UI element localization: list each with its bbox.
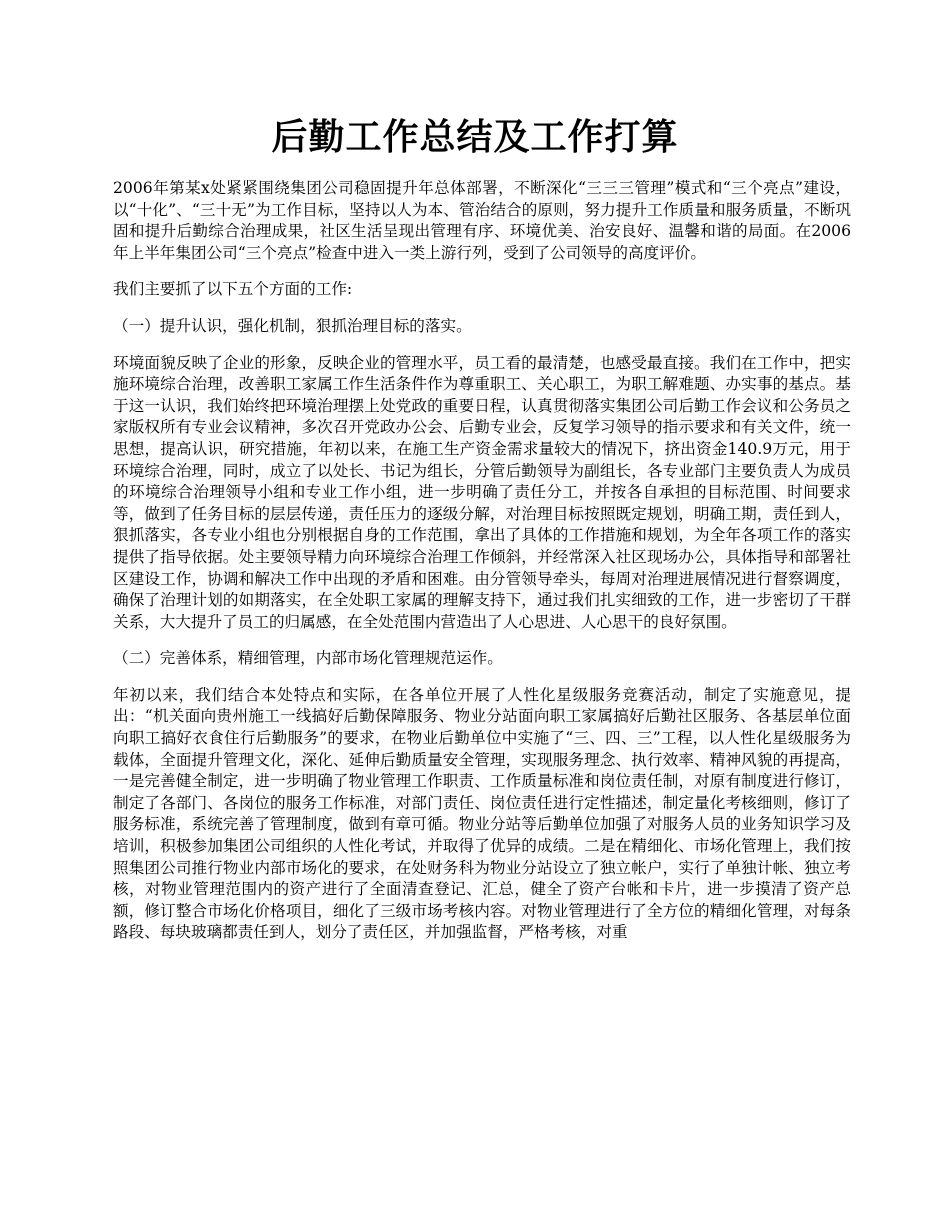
section-heading-1: （一）提升认识，强化机制，狠抓治理目标的落实。 xyxy=(113,316,472,335)
section-1-paragraph: 环境面貌反映了企业的形象，反映企业的管理水平，员工看的最清楚，也感受最直接。我们在工作中，把实施环境综合治理，改善职工家属工作生活条件作为尊重职工、关心职工，为职工解难题、办实事的基点。基于这一认识，我们始终把环境治理摆上处党政的重要日程，认真贯彻落实集团公司后勤工作会议和公务员之家版权所有专业会议精神，多次召开党政办公会、后勤专业会，反复学习领导的指示要求和有关文件，统一思想，提高认识，研究措施，年初以来，在施工生产资金需求量较大的情况下，挤出资金140.9万元，用于环境综合治理，同时，成立了以处长、书记为组长，分管后勤领导为副组长，各专业部门主要负责人为成员的环境综合治理领导小组和专业工作小组，进一步明确了责任分工，并按各自承担的目标范围、时间要求等，做到了任务目标的层层传递，责任压力的逐级分解，对治理目标按照既定规划，明确工期，责任到人，狠抓落实，各专业小组也分别根据自身的工作范围，拿出了具体的工作措施和规划，为全年各项工作的落实提供了指导依据。处主要领导精力向环境综合治理工作倾斜，并经常深入社区现场办公，具体指导和部署社区建设工作，协调和解决工作中出现的矛盾和困难。由分管领导牵头，每周对治理进展情况进行督察调度，确保了治理计划的如期落实，在全处职工家属的理解支持下，通过我们扎实细致的工作，进一步密切了干群关系，大大提升了员工的归属感，在全处范围内营造出了人心思进、人心思干的良好氛围。 xyxy=(113,353,851,631)
section-2-paragraph: 年初以来，我们结合本处特点和实际，在各单位开展了人性化星级服务竞赛活动，制定了实施意见，提出：“机关面向贵州施工一线搞好后勤保障服务、物业分站面向职工家属搞好后勤社区服务、各基层单位面向职工搞好衣食住行后勤服务”的要求，在物业后勤单位中实施了“三、四、三”工程，以人性化星级服务为载体，全面提升管理文化，深化、延伸后勤质量安全管理，实现服务理念、执行效率、精神风貌的再提高，一是完善健全制定，进一步明确了物业管理工作职责、工作质量标准和岗位责任制，对原有制度进行修订，制定了各部门、各岗位的服务工作标准，对部门责任、岗位责任进行定性描述，制定量化考核细则，修订了服务标准，系统完善了管理制度，做到有章可循。物业分站等后勤单位加强了对服务人员的业务知识学习及培训，积极参加集团公司组织的人性化考试，并取得了优异的成绩。二是在精细化、市场化管理上，我们按照集团公司推行物业内部市场化的要求，在处财务科为物业分站设立了独立帐户，实行了单独计帐、独立考核，对物业管理范围内的资产进行了全面清查登记、汇总，健全了资产台帐和卡片，进一步摸清了资产总额，修订整合市场化价格项目，细化了三级市场考核内容。对物业管理进行了全方位的精细化管理，对每条路段、每块玻璃都责任到人，划分了责任区，并加强监督，严格考核，对重 xyxy=(113,685,851,942)
document-body xyxy=(113,178,851,959)
section-heading-2: （二）完善体系，精细管理，内部市场化管理规范运作。 xyxy=(113,649,503,668)
summary-lead-paragraph: 我们主要抓了以下五个方面的工作: xyxy=(113,280,353,299)
intro-paragraph: 2006年第某x处紧紧围绕集团公司稳固提升年总体部署，不断深化“三三三管理”模式和“三个亮点”建设，以“十化”、“三十无”为工作目标，坚持以人为本、管治结合的原则，努力提升工作质量和服务质量，不断巩固和提升后勤综合治理成果，社区生活呈现出管理有序、环境优美、治安良好、温馨和谐的局面。在2006年上半年集团公司“三个亮点”检查中进入一类上游行列，受到了公司领导的高度评价。 xyxy=(113,179,851,262)
document-title: 后勤工作总结及工作打算 xyxy=(271,116,679,158)
